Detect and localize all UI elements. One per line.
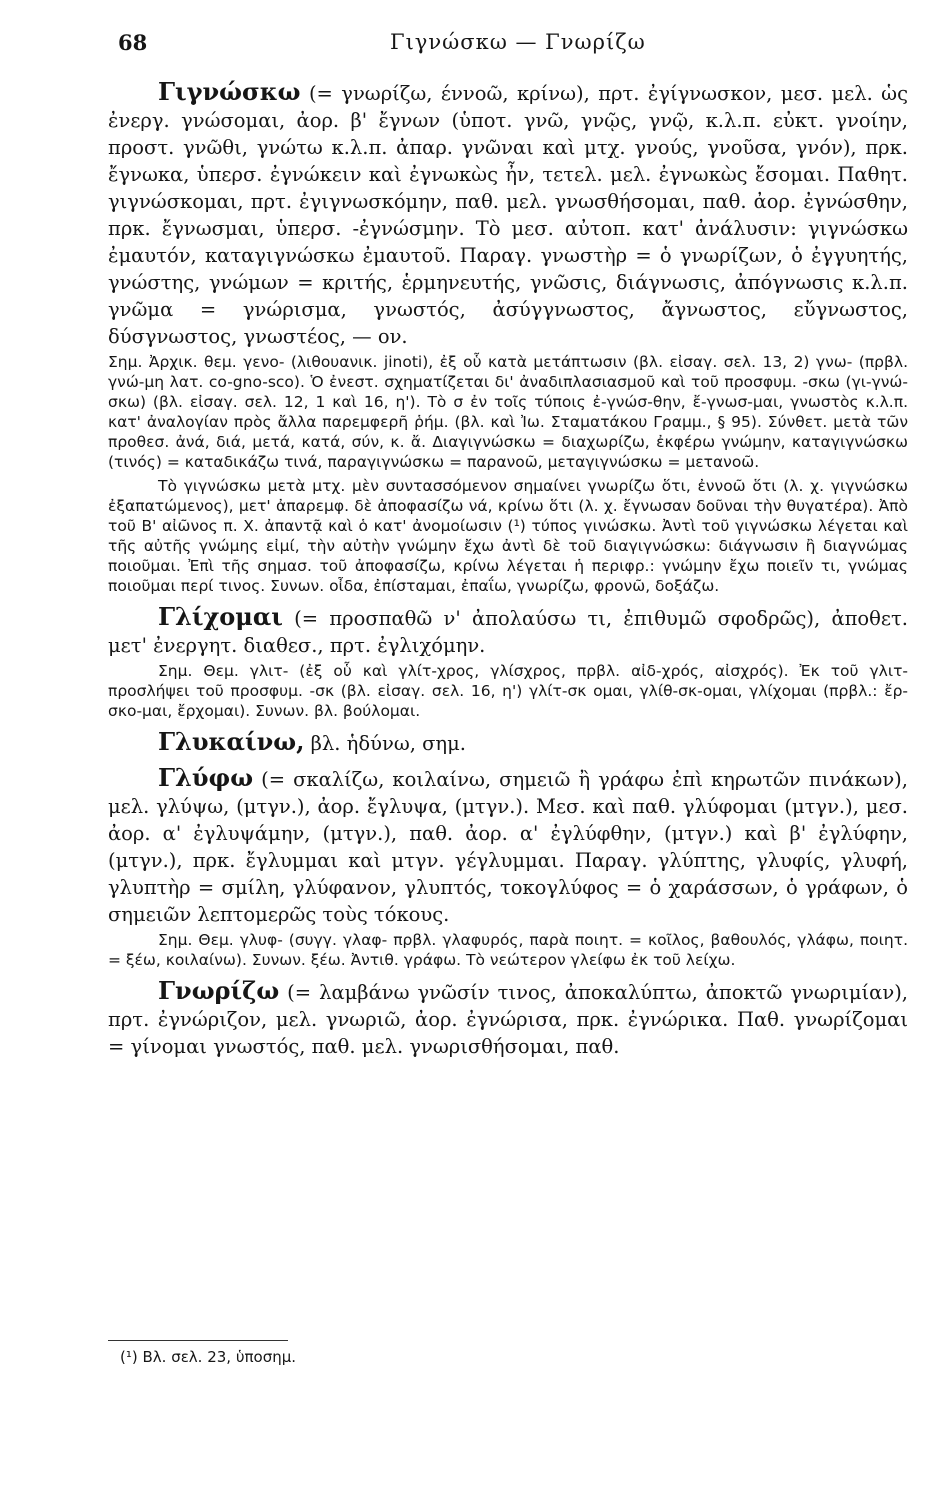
- entry-body: [108, 728, 908, 757]
- entry-text: βλ. ἡδύνω, σημ.: [310, 732, 466, 755]
- entry-text: (= σκαλίζω, κοιλαίνω, σημειῶ ἢ γράφω ἐπὶ κηρωτῶν πινάκων), μελ. γλύψω, (μτγν.), ἀορ. ἔγλυψα, (μτγν.). Μεσ. καὶ παθ. γλύφομαι (μτγν.), μεσ. ἀορ. α' ἐγλυψάμην, (μτγν.), παθ. ἀορ. α' ἐγλύφθην, (μτγν.) καὶ β' ἐγλύφην, (μτγν.), πρκ. ἔγλυμμαι καὶ μτγν. γέγλυμμαι. Παραγ. γλύπτης, γλυφίς, γλυφή, γλυπτὴρ = σμίλη, γλύφανον, γλυπτός, τοκογλύφος = ὁ χαράσσων, ὁ γράφων, ὁ σημειῶν λεπτομερῶς τοὺς τόκους.: [108, 768, 908, 926]
- headword: Γλύφω: [158, 763, 254, 792]
- headword: Γνωρίζω: [158, 976, 280, 1005]
- footnote: (¹) Βλ. σελ. 23, ὑποσημ.: [120, 1348, 297, 1366]
- entry-note: Σημ. Θεμ. γλυφ- (συγγ. γλαφ- πρβλ. γλαφυρός, παρὰ ποιητ. = κοῖλος, βαθουλός, γλάφω, ποιητ. = ξέω, κοιλαίνω). Συνων. ξέω. Ἀντιθ. γράφω. Τὸ νεώτερον γλείφω ἐκ τοῦ λείχω.: [108, 931, 908, 969]
- headword: Γιγνώσκω: [158, 77, 301, 106]
- entry-text: (= γνωρίζω, έννοῶ, κρίνω), πρτ. ἐγίγνωσκον, μεσ. μελ. ὡς ἐνεργ. γνώσομαι, ἀορ. β' ἔγνων (ὑποτ. γνῶ, γνῷς, γνῷ, κ.λ.π. εὐκτ. γνοίην, προστ. γνῶθι, γνώτω κ.λ.π. ἀπαρ. γνῶναι καὶ μτχ. γνούς, γνοῦσα, γνόν), πρκ. ἔγνωκα, ὑπερσ. ἐγνώκειν καὶ ἐγνωκὼς ἦν, τετελ. μελ. ἐγνωκὼς ἔσομαι. Παθητ. γιγνώσκομαι, πρτ. ἐγιγνωσκόμην, παθ. μελ. γνωσθήσομαι, παθ. ἀορ. ἐγνώσθην, πρκ. ἔγνωσμαι, ὑπερσ. -ἐγνώσμην. Τὸ μεσ. αὐτοπ. κατ' ἀνάλυσιν: γιγνώσκω ἐμαυτόν, καταγιγνώσκω ἐμαυτοῦ. Παραγ. γνωστὴρ = ὁ γνωρίζων, ὁ ἐγγυητής, γνώστης, γνώμων = κριτής, ἑρμηνευτής, γνῶσις, διάγνωσις, ἀπόγνωσις κ.λ.π. γνῶμα = γνώρισμα, γνωστός, ἀσύγγνωστος, ἄγνωστος, εὔγνωστος, δύσγνωστος, γνωστέος, — ον.: [108, 82, 908, 348]
- entry-gnorizo: [108, 977, 908, 1060]
- entry-note: Σημ. Θεμ. γλιτ- (ἐξ οὗ καὶ γλίτ-χρος, γλίσχρος, πρβλ. αἰδ-χρός, αἰσχρός). Ἐκ τοῦ γλιτ- προσλήψει τοῦ προσφυμ. -σκ (βλ. εἰσαγ. σελ. 16, η') γλίτ-σκ ομαι, γλίθ-σκ-ομαι, γλίχομαι (πρβλ.: ἔρ-σκο-μαι, ἔρχομαι). Συνων. βλ. βούλομαι.: [108, 662, 908, 720]
- entry-glichomai: [108, 603, 908, 721]
- entry-body: [108, 977, 908, 1060]
- entry-text: (= προσπαθῶ ν' ἀπολαύσω τι, ἐπιθυμῶ σφοδρῶς), ἀποθετ. μετ' ἐνεργητ. διαθεσ., πρτ. ἐγλιχόμην.: [108, 607, 909, 657]
- headword: Γλυκαίνω,: [158, 727, 305, 756]
- running-head: Γιγνώσκω — Γνωρίζω: [390, 30, 646, 54]
- entry-glypho: [108, 764, 908, 970]
- entry-note: Τὸ γιγνώσκω μετὰ μτχ. μὲν συντασσόμενον σημαίνει γνωρίζω ὅτι, ἐννοῶ ὅτι (λ. χ. γιγνώσκω ἐξαπατώμενος), μετ' ἀπαρεμφ. δὲ ἀποφασίζω νά, κρίνω ὅτι (λ. χ. ἔγνωσαν δοῦναι τὴν θυγατέρα). Ἀπὸ τοῦ Β' αἰῶνος π. Χ. ἀπαντᾷ καὶ ὁ κατ' ἀνομοίωσιν (¹) τύπος γινώσκω. Ἀντὶ τοῦ γιγνώσκω λέγεται καὶ τῆς αὐτῆς γνώμης εἰμί, τὴν αὐτὴν γνώμην ἔχω ἀντὶ δὲ τοῦ διαγιγνώσκω: διάγνωσιν ἢ διαγνώμας ποιοῦμαι. Ἐπὶ τῆς σημασ. τοῦ ἀποφασίζω, κρίνω λέγεται ἡ περιφρ.: γνώμην ἔχω ποιεῖν τι, γνώμας ποιοῦμαι περί τινος. Συνων. οἶδα, ἐπίσταμαι, ἐπαΐω, γνωρίζω, φρονῶ, δοξάζω.: [108, 477, 908, 595]
- footnote-rule: [108, 1340, 288, 1341]
- entry-gignosko: [108, 78, 908, 596]
- text-column: [108, 78, 908, 1067]
- page-header: [0, 30, 931, 66]
- entry-note: Σημ. Ἀρχικ. θεμ. γενο- (λιθουανικ. jinoti), ἐξ οὗ κατὰ μετάπτωσιν (βλ. εἰσαγ. σελ. 13, 2) γνω- (πρβλ. γνώ-μη λατ. co-gno-sco). Ὁ ἐνεστ. σχηματίζεται δι' ἀναδιπλασιασμοῦ καὶ τοῦ προσφυμ. -σκω (γι-γνώ-σκω) (βλ. εἰσαγ. σελ. 12, 1 καὶ 16, η'). Τὸ σ ἐν τοῖς τύποις ἐ-γνώσ-θην, ἔ-γνωσ-μαι, γνωστὸς κ.λ.π. κατ' ἀναλογίαν πρὸς ἄλλα παρεμφερῆ ῥήμ. (βλ. καὶ Ἰω. Σταματάκου Γραμμ., § 95). Σύνθετ. μετὰ τῶν προθεσ. ἀνά, διά, μετά, κατά, σύν, κ. ἄ. Διαγιγνώσκω = διαχωρίζω, ἐκφέρω γνώμην, καταγιγνώσκω (τινός) = καταδικάζω τινά, παραγιγνώσκω = παρανοῶ, μεταγιγνώσκω = μετανοῶ.: [108, 353, 908, 471]
- page-number: 68: [118, 30, 148, 55]
- entry-text: (= λαμβάνω γνῶσίν τινος, ἀποκαλύπτω, ἀποκτῶ γνωριμίαν), πρτ. ἐγνώριζον, μελ. γνωριῶ, ἀορ. ἐγνώρισα, πρκ. ἐγνώρικα. Παθ. γνωρίζομαι = γίνομαι γνωστός, παθ. μελ. γνωρισθήσομαι, παθ.: [108, 981, 908, 1058]
- entry-glykaino: [108, 728, 908, 757]
- headword: Γλίχομαι: [158, 602, 283, 631]
- entry-body: [108, 764, 908, 928]
- entry-body: [108, 603, 908, 659]
- entry-body: [108, 78, 908, 350]
